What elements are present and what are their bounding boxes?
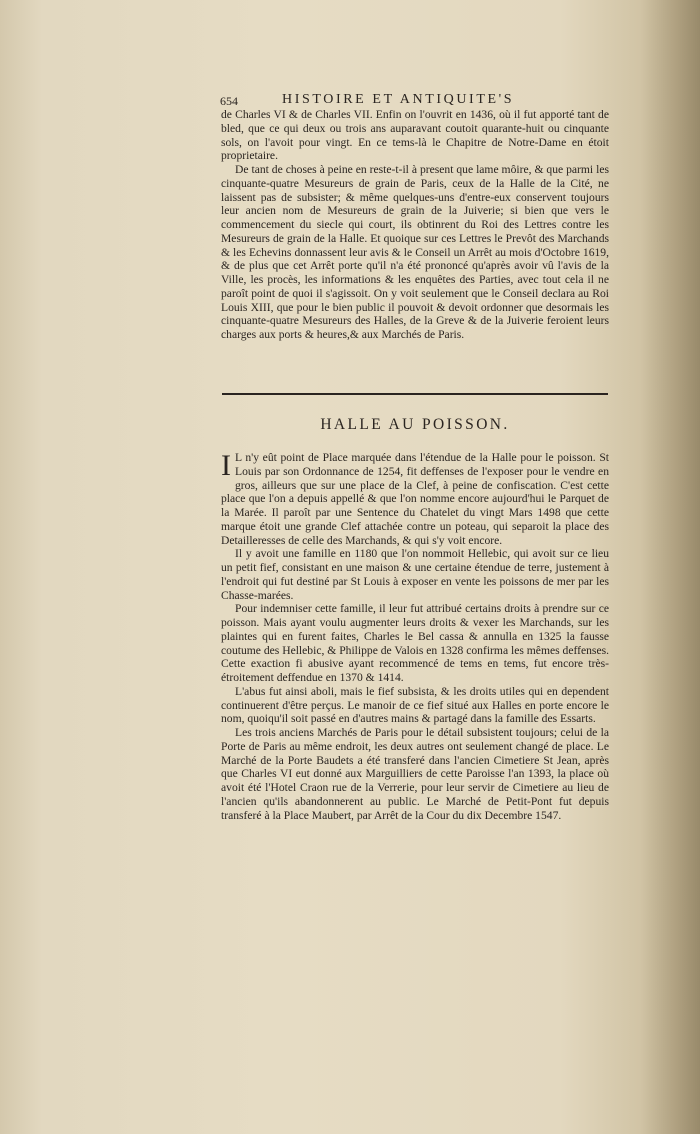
paragraph: L'abus fut ainsi aboli, mais le fief subsista, & les droits utiles qui en dependent continuerent d'être perçus. Le manoir de ce fief situé aux Halles en porte encore le nom, quoiqu'il soit passé en d'autres mains & partagé dans la famille des Essarts. (221, 684, 609, 726)
page-number: 654 (220, 94, 238, 108)
drop-cap: I (221, 449, 231, 482)
paragraph: Pour indemniser cette famille, il leur fut attribué certains droits à prendre sur ce poisson. Mais ayant voulu augmenter leurs droits & vexer les Marchands, sur les plaintes qui en furent faites, Charles le Bel cassa & annulla en 1325 la fausse coutume des Hellebic, & Philippe de Valois en 1328 confirma les mêmes deffenses. Cette exaction fi abusive ayant recommencé de tems en tems, fut encore très-étroitement deffendue en 1370 & 1414. (221, 602, 609, 684)
paragraph: Il y avoit une famille en 1180 que l'on nommoit Hellebic, qui avoit sur ce lieu un petit fief, consistant en une maison & une certaine étendue de terre, justement à l'endroit qui fut destiné par St Louis à exposer en vente les poissons de mer par les Chasse-marées. (221, 547, 609, 602)
page-gutter-shadow (640, 0, 700, 1134)
section-text-block (221, 451, 609, 822)
paragraph: De tant de choses à peine en reste-t-il à present que lame môire, & que parmi les cinquante-quatre Mesureurs de grain de Paris, ceux de la Halle de la Cité, ne laissent pas de subsister; & même quelques-uns d'entre-eux conservent toujours leur ancien nom de Mesureurs de grain de la Juiverie; si bien que vers le commencement du siecle qui court, ils obtinrent du Roi des Lettres contre les Mesureurs de grain de la Halle. Et quoique sur ces Lettres le Prevôt des Marchands & les Echevins donnassent leur avis & le Conseil un Arrêt au mois d'Octobre 1619, & de plus que cet Arrêt porte qu'il n'a été prononcé qu'après avoir vû l'avis de la Ville, les procès, les informations & les enquêtes des Parties, avec tout cela il ne paroît point de quoi il s'agissoit. On y voit seulement que le Conseil declara au Roi Louis XIII, que pour le bien public il pouvoit & devoit ordonner que desormais les cinquante-quatre Mesureurs des Halles, de la Greve & de la Juiverie feroient leurs charges aux ports & heures,& aux Marchés de Paris. (221, 163, 609, 341)
paragraph: Les trois anciens Marchés de Paris pour le détail subsistent toujours; celui de la Porte de Paris au même endroit, les deux autres ont seulement changé de place. Le Marché de la Porte Baudets a été transferé dans l'ancien Cimetiere St Jean, après que Charles VI eut donné aux Marguilliers de cette Paroisse l'an 1393, la place où avoit été l'Hotel Craon rue de la Verrerie, pour leur servir de Cimetiere au lieu de l'ancien qu'ils abandonnerent au public. Le Marché de Petit-Pont fut depuis transferé à la Place Maubert, par Arrêt de la Cour du dix Decembre 1547. (221, 726, 609, 822)
section-title: HALLE AU POISSON. (320, 416, 510, 433)
paragraph: de Charles VI & de Charles VII. Enfin on l'ouvrit en 1436, où il fut apporté tant de bled, que ce qui deux ou trois ans auparavant coutoit quarante-huit ou cinquante sols, on l'avoit pour vingt. En ce tems-là le Chapitre de Notre-Dame en étoit proprietaire. (221, 108, 609, 163)
top-text-block (221, 108, 609, 342)
first-paragraph (221, 451, 609, 547)
first-paragraph-text: L n'y eût point de Place marquée dans l'étendue de la Halle pour le poisson. St Louis par son Ordonnance de 1254, fit deffenses de l'exposer pour le vendre en gros, ailleurs que sur une place de la Clef, à peine de confiscation. C'est cette place que l'on a depuis appellé & que l'on nomme encore aujourd'hui le Parquet de la Marée. Il paroît par une Sentence du Chatelet du vingt Mars 1498 que cette marque étoit une grande Clef attachée contre un poteau, qui separoit la place des Detailleresses de celle des Marchands, & qui s'y voit encore. (221, 451, 609, 547)
running-title: HISTOIRE ET ANTIQUITE'S (282, 92, 515, 107)
section-divider (222, 393, 608, 395)
